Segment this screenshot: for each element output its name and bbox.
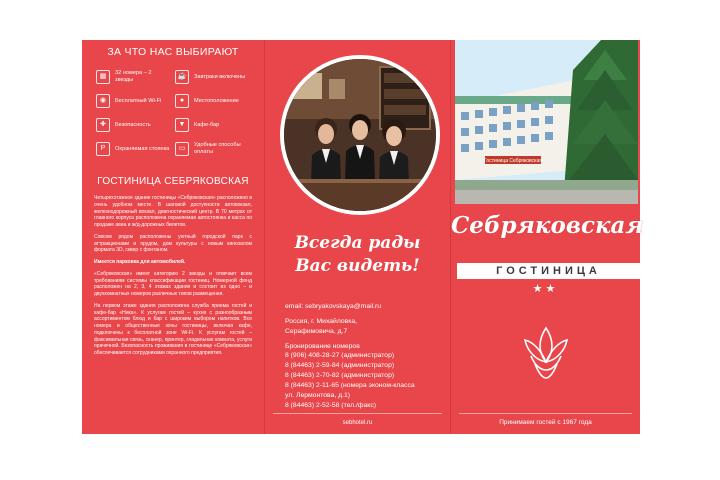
divider: [459, 413, 632, 414]
lotus-logo-icon: [521, 322, 571, 382]
description-paragraph: Совсем рядом расположены уютный городской парк с аттракционами и прудом, дом культуры с новым кинозалом формата 3D, сквер с фонтаном.: [94, 233, 252, 254]
address-line: Серафимовича, д.7: [285, 327, 348, 335]
feature-item: [96, 142, 171, 156]
middle-panel: [265, 40, 451, 434]
feature-item: [175, 142, 250, 156]
right-panel: [451, 40, 644, 434]
address-line: Россия, г. Михайловка,: [285, 317, 358, 325]
phone-line[interactable]: 8 (906) 408-28-27 (администратор): [285, 352, 395, 360]
wifi-icon: ◉: [96, 94, 110, 108]
phone-line[interactable]: 8 (84463) 2-70-82 (администратор): [285, 372, 395, 380]
description-paragraph: Четырехэтажное здание гостиницы «Себряковская» расположено в очень удобном месте. В шаговой доступности автовокзал, железнодорожный вокзал, диагностический центр. В 70 метрах от главного корпуса расположена охраняемая автостоянка и касса по продаже авиа и ж/д-дорожных билетов.: [94, 195, 252, 228]
left-panel: [82, 40, 265, 434]
hotel-building-photo: [455, 40, 638, 204]
phone-line: ул. Лермонтова, д.1): [285, 391, 351, 399]
building-icon: ▦: [96, 70, 110, 84]
feature-label: Кафе-бар: [194, 121, 220, 128]
since-text: Принимаем гостей с 1967 года: [499, 419, 592, 426]
phone-line[interactable]: 8 (84463) 2-59-84 (администратор): [285, 362, 395, 370]
feature-label: Удобные способы оплаты: [194, 142, 241, 155]
cocktail-icon: ▼: [175, 118, 189, 132]
feature-label: Местоположение: [194, 97, 239, 104]
brand-name: Себряковская: [451, 212, 644, 239]
features-heading: ЗА ЧТО НАС ВЫБИРАЮТ: [107, 46, 239, 58]
star-rating: ★★: [532, 283, 559, 295]
feature-label: Бесплатный Wi-Fi: [115, 97, 162, 104]
feature-item: [96, 70, 171, 84]
hotel-sign-text: Гостиница Себряковская: [484, 158, 542, 164]
description-paragraph: На первом этаже здания расположена служба приема гостей и кафе-бар «Ника». К услугам гостей – кухня с разнообразным ассортиментом блюд и бар с широким выбором напитков. Все номера и общественные зоны гостиницы, включая кафе, подключены к бесплатной зоне Wi-Fi. К услугам гостей – факсимильная связь, сканер, принтер, гладильная комната, услуги прачечной. Безопасность проживания в гостинице «Себряковская» обеспечивается сотрудниками охранного предприятия.: [94, 302, 252, 356]
payment-icon: ▭: [175, 142, 189, 156]
phone-line[interactable]: 8 (84463) 2-11-65 (номера эконом-класса: [285, 381, 415, 389]
location-icon: ●: [175, 94, 189, 108]
divider: [273, 413, 442, 414]
description-paragraph: «Себряковская» имеет категорию 2 звезды и отвечает всем требованиям системы классификации гостиниц. Номерной фонд расположен на 2, 3, 4 этажах здания и состоит из одно – и двухкомнатных номеров различных типов размещения.: [94, 270, 252, 297]
feature-item: [175, 70, 250, 84]
slogan-line: Всегда рады: [294, 233, 421, 253]
feature-item: [96, 118, 171, 132]
reception-photo-illustration: [284, 59, 436, 211]
email-link[interactable]: email: sebryakovskaya@mail.ru: [285, 303, 382, 310]
slogan-line: Вас видеть!: [295, 255, 420, 276]
website-link[interactable]: sebhotel.ru: [342, 420, 373, 426]
feature-item: [175, 94, 250, 108]
feature-item: [175, 118, 250, 132]
booking-title: Бронирование номеров: [285, 342, 360, 350]
hotel-building-illustration: [455, 40, 638, 204]
feature-label: Завтраки включены: [194, 73, 246, 80]
description-paragraph: Имеется парковка для автомобилей.: [94, 259, 186, 265]
parking-icon: P: [96, 142, 110, 156]
feature-item: [96, 94, 171, 108]
feature-label: 32 номера – 2 звезды: [115, 70, 152, 83]
contact-block: [285, 302, 444, 410]
phone-line[interactable]: 8 (84463) 2-52-58 (тел./факс): [285, 401, 376, 409]
hotel-heading: ГОСТИНИЦА СЕБРЯКОВСКАЯ: [97, 176, 249, 187]
brand-subtitle: ГОСТИНИЦА: [457, 263, 640, 279]
breakfast-icon: ☕: [175, 70, 189, 84]
brochure: [82, 40, 644, 434]
feature-label: Безопасность: [115, 121, 151, 128]
security-icon: ✚: [96, 118, 110, 132]
features-grid: [90, 70, 256, 156]
slogan: [265, 232, 450, 278]
reception-staff-photo: [280, 55, 440, 215]
feature-label: Охраняемая стоянка: [115, 145, 170, 152]
